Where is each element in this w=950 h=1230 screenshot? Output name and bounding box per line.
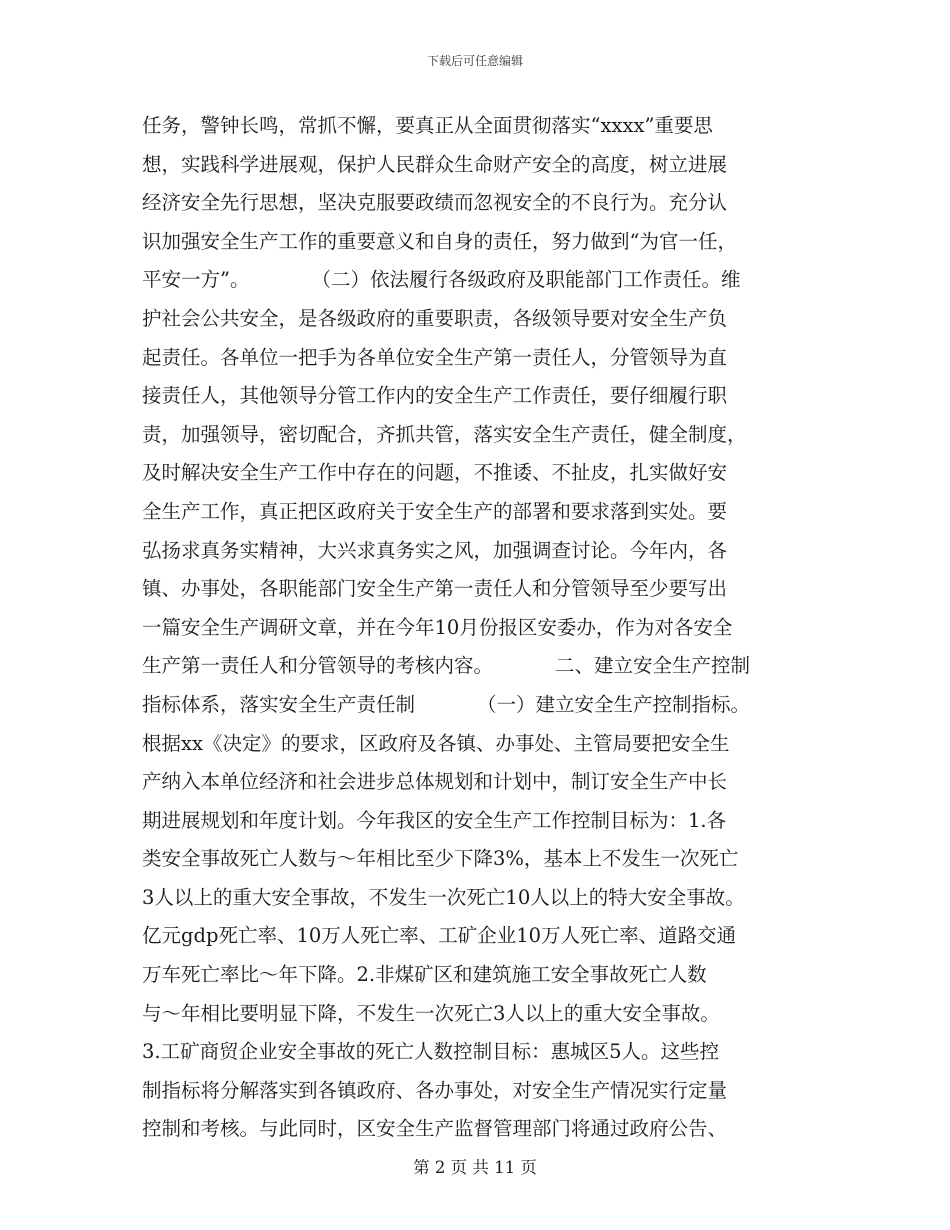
text-line: 弘扬求真务实精神，大兴求真务实之风，加强调查讨论。今年内，各 <box>142 538 728 562</box>
text-line: 亿元gdp死亡率、10万人死亡率、工矿企业10万人死亡率、道路交通 <box>142 924 737 948</box>
text-line: 类安全事故死亡人数与～年相比至少下降3%，基本上不发生一次死亡 <box>142 847 739 871</box>
text-line: 护社会公共安全，是各级政府的重要职责，各级领导要对安全生产负 <box>142 306 728 330</box>
text-line: 任务，警钟长鸣，常抓不懈，要真正从全面贯彻落实“xxxx”重要思 <box>142 114 713 137</box>
text-line: 识加强安全生产工作的重要意义和自身的责任，努力做到“为官一任， <box>142 229 737 253</box>
text-line: 想，实践科学进展观，保护人民群众生命财产安全的高度，树立进展 <box>142 152 728 176</box>
text-line: 控制和考核。与此同时，区安全生产监督管理部门将通过政府公告、 <box>142 1117 728 1141</box>
text-line: 根据xx《决定》的要求，区政府及各镇、办事处、主管局要把安全生 <box>142 731 730 755</box>
text-line: 平安一方”。 （二）依法履行各级政府及职能部门工作责任。维 <box>142 268 741 292</box>
text-line: 3人以上的重大安全事故，不发生一次死亡10人以上的特大安全事故。 <box>142 885 745 909</box>
text-line: 责，加强领导，密切配合，齐抓共管，落实安全生产责任，健全制度， <box>142 422 747 446</box>
text-line: 指标体系，落实安全生产责任制 （一）建立安全生产控制指标。 <box>142 692 750 716</box>
text-line: 制指标将分解落实到各镇政府、各办事处，对安全生产情况实行定量 <box>142 1078 728 1102</box>
document-body <box>142 107 808 1149</box>
page-header-note: 下载后可任意编辑 <box>426 54 523 68</box>
text-line: 起责任。各单位一把手为各单位安全生产第一责任人，分管领导为直 <box>142 345 728 369</box>
text-line: 产纳入本单位经济和社会进步总体规划和计划中，制订安全生产中长 <box>142 770 728 794</box>
text-line: 期进展规划和年度计划。今年我区的安全生产工作控制目标为：1.各 <box>142 808 727 832</box>
text-line: 一篇安全生产调研文章，并在今年10月份报区安委办，作为对各安全 <box>142 615 733 639</box>
text-line: 经济安全先行思想，坚决克服要政绩而忽视安全的不良行为。充分认 <box>142 191 728 215</box>
text-line: 镇、办事处，各职能部门安全生产第一责任人和分管领导至少要写出 <box>142 577 728 601</box>
text-line: 接责任人，其他领导分管工作内的安全生产工作责任，要仔细履行职 <box>142 384 728 408</box>
text-line: 与～年相比要明显下降，不发生一次死亡3人以上的重大安全事故。 <box>142 1001 720 1025</box>
text-line: 及时解决安全生产工作中存在的问题，不推诿、不扯皮，扎实做好安 <box>142 461 728 485</box>
text-line: 万车死亡率比～年下降。2.非煤矿区和建筑施工安全事故死亡人数 <box>142 963 707 987</box>
text-line: 3.工矿商贸企业安全事故的死亡人数控制目标：惠城区5人。这些控 <box>142 1040 720 1064</box>
text-line: 全生产工作，真正把区政府关于安全生产的部署和要求落到实处。要 <box>142 499 728 523</box>
page-number: 第 2 页 共 11 页 <box>413 1158 537 1177</box>
text-line: 生产第一责任人和分管领导的考核内容。 二、建立安全生产控制 <box>142 654 750 678</box>
